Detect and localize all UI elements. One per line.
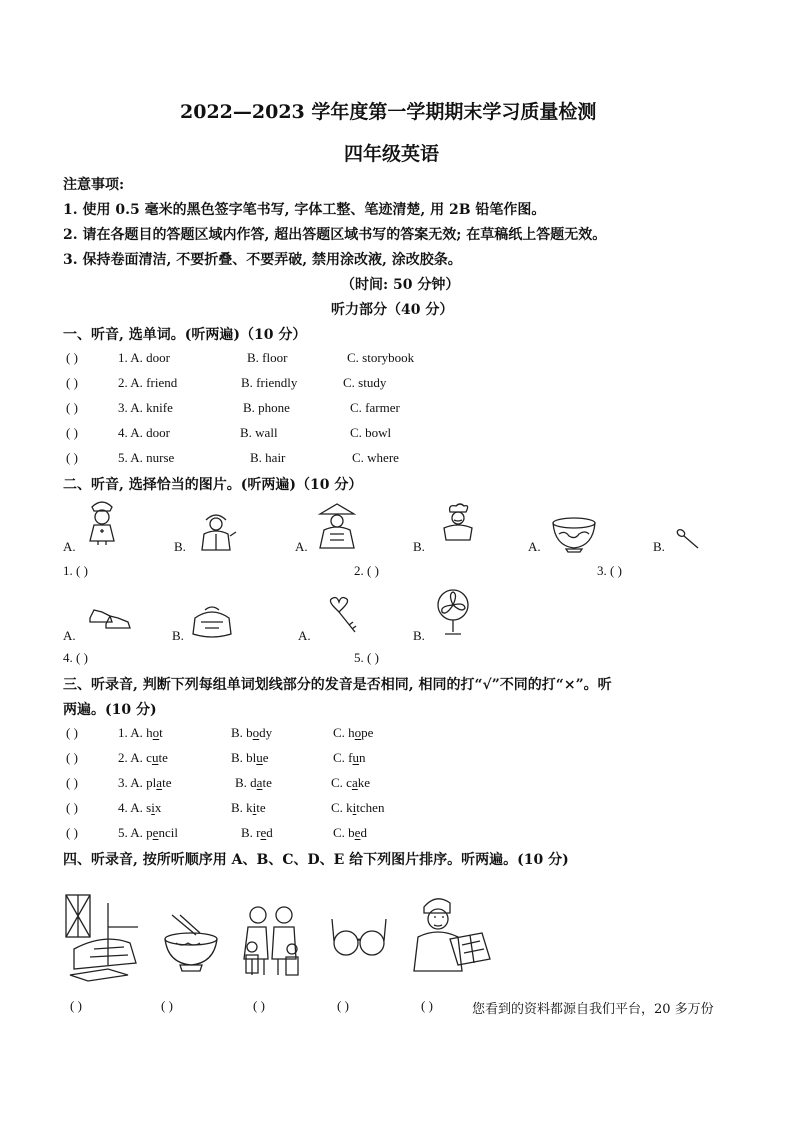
shoes-icon (88, 604, 132, 630)
option-b: B. blue (231, 750, 269, 765)
answer-paren[interactable]: ( ) (66, 375, 78, 390)
notes-heading: 注意事项: (63, 177, 125, 193)
nurse-icon (84, 497, 120, 547)
option-a: 3. A. plate (118, 775, 172, 790)
option-c: C. farmer (350, 400, 400, 415)
option-label: B. (172, 628, 184, 643)
question-answer-4[interactable]: 4. ( ) (63, 650, 88, 665)
option-label: B. (174, 539, 186, 554)
order-answer-4[interactable]: ( ) (337, 998, 349, 1013)
option-a: 5. A. nurse (118, 450, 175, 465)
option-a: 1. A. hot (118, 725, 163, 740)
section3-heading-cont: 两遍。(10 分) (63, 702, 157, 718)
question-answer-3[interactable]: 3. ( ) (597, 563, 622, 578)
fan-icon (434, 588, 472, 636)
option-c: C. cake (331, 775, 371, 790)
option-label: B. (413, 539, 425, 554)
option-c: C. fun (333, 750, 366, 765)
option-b: B. phone (243, 400, 290, 415)
option-a: 2. A. cute (118, 750, 168, 765)
answer-paren[interactable]: ( ) (66, 825, 78, 840)
option-c: C. bowl (350, 425, 392, 440)
option-label: A. (528, 539, 541, 554)
reading-man-icon (410, 893, 492, 973)
option-label: A. (295, 539, 308, 554)
answer-paren[interactable]: ( ) (66, 750, 78, 765)
option-label: A. (63, 628, 76, 643)
spoon-icon (676, 528, 702, 550)
option-c: C. bed (333, 825, 367, 840)
option-c: C. where (352, 450, 399, 465)
exam-time: （时间: 50 分钟） (341, 277, 460, 293)
bowl-icon (551, 516, 597, 554)
option-c: C. kitchen (331, 800, 385, 815)
doctor-icon (196, 512, 238, 552)
order-answer-3[interactable]: ( ) (253, 998, 265, 1013)
glasses-icon (330, 913, 388, 961)
answer-paren[interactable]: ( ) (66, 350, 78, 365)
order-answer-2[interactable]: ( ) (161, 998, 173, 1013)
option-c: C. study (343, 375, 387, 390)
option-b: B. red (241, 825, 273, 840)
section3-heading: 三、听录音, 判断下列每组单词划线部分的发音是否相同, 相同的打“√”不同的打“×”。听 (63, 677, 612, 693)
option-c: C. hope (333, 725, 374, 740)
bedroom-icon (64, 893, 140, 983)
option-a: 3. A. knife (118, 400, 173, 415)
farmer-icon (316, 502, 358, 550)
option-b: B. kite (231, 800, 266, 815)
order-answer-1[interactable]: ( ) (70, 998, 82, 1013)
option-label: B. (653, 539, 665, 554)
answer-paren[interactable]: ( ) (66, 775, 78, 790)
watermark-text: 您看到的资料都源自我们平台，20 多万份 (472, 1002, 714, 1017)
option-b: B. hair (250, 450, 286, 465)
option-b: B. floor (247, 350, 288, 365)
question-answer-2[interactable]: 2. ( ) (354, 563, 379, 578)
option-a: 4. A. door (118, 425, 170, 440)
backpack-icon (191, 604, 233, 640)
listening-part-heading: 听力部分（40 分） (331, 302, 454, 318)
option-b: B. friendly (241, 375, 298, 390)
family-icon (238, 903, 306, 977)
answer-paren[interactable]: ( ) (66, 400, 78, 415)
note-item-3: 3. 保持卷面清洁, 不要折叠、不要弄破, 禁用涂改液, 涂改胶条。 (63, 252, 462, 268)
question-answer-5[interactable]: 5. ( ) (354, 650, 379, 665)
option-b: B. date (235, 775, 272, 790)
section2-heading: 二、听音, 选择恰当的图片。(听两遍)（10 分） (63, 477, 363, 493)
note-item-1: 1. 使用 0.5 毫米的黑色签字笔书写, 字体工整、笔迹清楚, 用 2B 铅笔作图。 (63, 202, 546, 218)
option-a: 5. A. pencil (118, 825, 178, 840)
option-a: 2. A. friend (118, 375, 178, 390)
answer-paren[interactable]: ( ) (66, 450, 78, 465)
option-label: A. (63, 539, 76, 554)
answer-paren[interactable]: ( ) (66, 800, 78, 815)
exam-subtitle: 四年级英语 (344, 143, 440, 165)
option-label: A. (298, 628, 311, 643)
exam-title: 2022—2023 学年度第一学期期末学习质量检测 (180, 101, 597, 123)
question-answer-1[interactable]: 1. ( ) (63, 563, 88, 578)
option-c: C. storybook (347, 350, 415, 365)
answer-paren[interactable]: ( ) (66, 725, 78, 740)
section1-heading: 一、听音, 选单词。(听两遍)（10 分） (63, 327, 307, 343)
option-b: B. wall (240, 425, 278, 440)
key-icon (325, 596, 361, 636)
cook-icon (438, 502, 478, 542)
option-b: B. body (231, 725, 273, 740)
noodles-icon (162, 913, 220, 973)
answer-paren[interactable]: ( ) (66, 425, 78, 440)
note-item-2: 2. 请在各题目的答题区域内作答, 超出答题区域书写的答案无效; 在草稿纸上答题无效。 (63, 227, 607, 243)
option-a: 4. A. six (118, 800, 162, 815)
option-label: B. (413, 628, 425, 643)
option-a: 1. A. door (118, 350, 170, 365)
order-answer-5[interactable]: ( ) (421, 998, 433, 1013)
section4-heading: 四、听录音, 按所听顺序用 A、B、C、D、E 给下列图片排序。听两遍。(10 分) (63, 852, 569, 868)
